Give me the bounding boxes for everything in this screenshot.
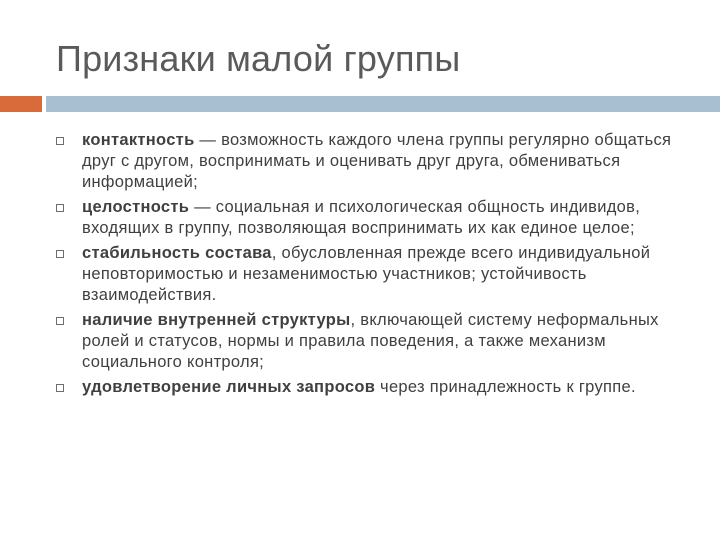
bullet-term: наличие внутренней структуры bbox=[82, 311, 351, 329]
bullet-term: удовлетворение личных запросов bbox=[82, 378, 376, 396]
bullet-list bbox=[52, 130, 682, 402]
bullet-item-stability bbox=[52, 243, 682, 306]
bullet-item-contact bbox=[52, 130, 682, 193]
bullet-item-integrity bbox=[52, 197, 682, 239]
accent-bar-right bbox=[46, 96, 720, 112]
accent-bar-left bbox=[0, 96, 42, 112]
bullet-text: , включающей систему неформальных ролей и статусов, нормы и правила поведения, а также механизм социального контроля; bbox=[82, 311, 659, 371]
bullet-text: через принадлежность к группе. bbox=[375, 378, 636, 396]
bullet-text: — возможность каждого члена группы регулярно общаться друг с другом, воспринимать и оценивать друг друга, обмениваться информацией; bbox=[82, 131, 672, 191]
bullet-term: стабильность состава bbox=[82, 244, 272, 262]
bullet-term: контактность bbox=[82, 131, 195, 149]
bullet-text: — социальная и психологическая общность индивидов, входящих в группу, позволяющая воспринимать их как единое целое; bbox=[82, 198, 641, 237]
square-bullet-icon bbox=[56, 384, 64, 392]
slide-title: Признаки малой группы bbox=[56, 38, 461, 79]
bullet-text: , обусловленная прежде всего индивидуальной неповторимостью и незаменимостью участников; устойчивость взаимодействия. bbox=[82, 244, 651, 304]
bullet-term: целостность bbox=[82, 198, 190, 216]
bullet-item-structure bbox=[52, 310, 682, 373]
square-bullet-icon bbox=[56, 317, 64, 325]
square-bullet-icon bbox=[56, 137, 64, 145]
bullet-item-needs bbox=[52, 377, 682, 398]
square-bullet-icon bbox=[56, 250, 64, 258]
square-bullet-icon bbox=[56, 204, 64, 212]
